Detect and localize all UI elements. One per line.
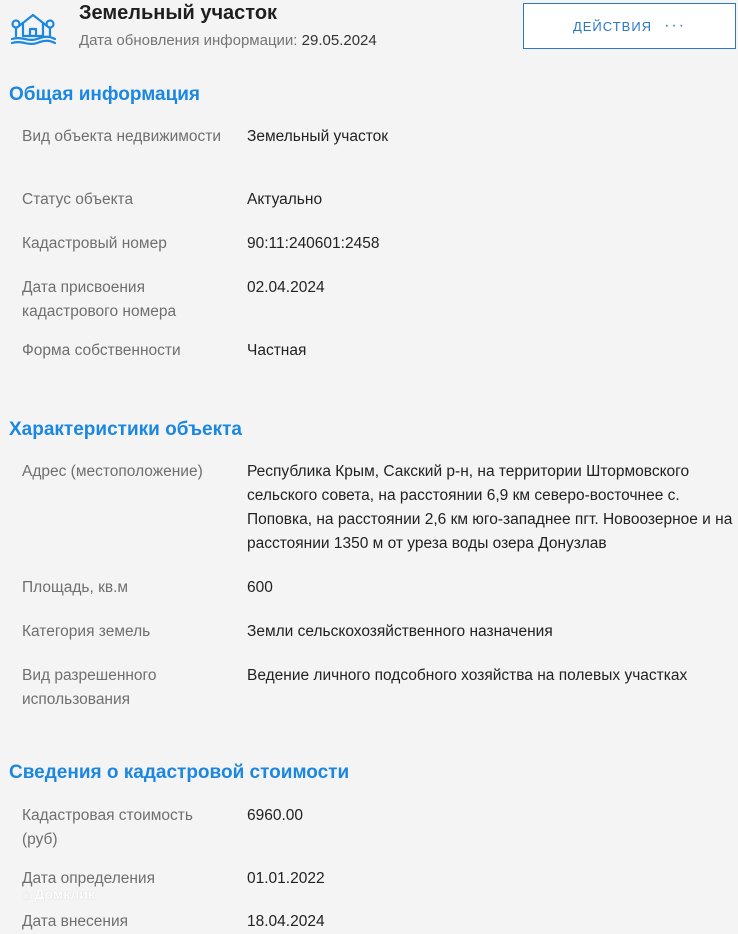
row-label: Площадь, кв.м	[22, 579, 129, 596]
page-header	[0, 0, 738, 60]
row-value: 18.04.2024	[247, 913, 325, 930]
row-label: Статус объекта	[22, 191, 134, 208]
row-label: Форма собственности	[22, 342, 181, 359]
row-value: Ведение личного подсобного хозяйства на полевых участках	[247, 667, 688, 684]
row-label: Кадастровая стоимость (руб)	[22, 807, 193, 848]
actions-button-label: ДЕЙСТВИЯ	[572, 18, 653, 34]
page-title: Земельный участок	[79, 2, 278, 24]
update-date-label: Дата обновления информации:	[79, 32, 302, 49]
row-label: Кадастровый номер	[22, 235, 167, 252]
update-date-info	[79, 32, 377, 49]
row-value: 01.01.2022	[247, 870, 325, 887]
row-value: 6960.00	[247, 807, 304, 824]
watermark-text: Домклик	[34, 886, 95, 902]
actions-button[interactable]	[523, 3, 736, 49]
row-value: 600	[247, 579, 273, 596]
row-value: Республика Крым, Сакский р-н, на территории Штормовского сельского совета, на расстоянии 6,9 км северо-восточнее с. Поповка, на расстоянии 2,6 км юго-западнее пгт. Новоозерное и на расстоянии 1350 м от уреза воды озера Донузлав	[247, 463, 733, 552]
row-label: Дата определения	[22, 870, 155, 887]
row-value: Земли сельскохозяйственного назначения	[247, 623, 553, 640]
watermark-logo	[22, 886, 95, 902]
row-value: 90:11:240601:2458	[247, 235, 380, 252]
row-label: Категория земель	[22, 623, 151, 640]
section-title-general: Общая информация	[9, 84, 201, 105]
row-value: 02.04.2024	[247, 279, 325, 296]
row-value: Земельный участок	[247, 128, 389, 145]
row-label: Дата присвоения кадастрового номера	[22, 279, 177, 320]
row-label: Вид разрешенного использования	[22, 667, 157, 708]
watermark-icon: ⌂	[22, 886, 35, 902]
row-label: Дата внесения	[22, 913, 129, 930]
row-value: Частная	[247, 342, 307, 359]
row-label: Вид объекта недвижимости	[22, 128, 222, 145]
land-plot-icon	[9, 6, 57, 46]
section-title-characteristics: Характеристики объекта	[9, 419, 242, 440]
more-dots-icon: ···	[664, 17, 687, 34]
update-date-value: 29.05.2024	[301, 32, 377, 49]
row-value: Актуально	[247, 191, 323, 208]
row-label: Адрес (местоположение)	[22, 463, 203, 480]
section-title-cadastral-value: Сведения о кадастровой стоимости	[9, 762, 350, 783]
